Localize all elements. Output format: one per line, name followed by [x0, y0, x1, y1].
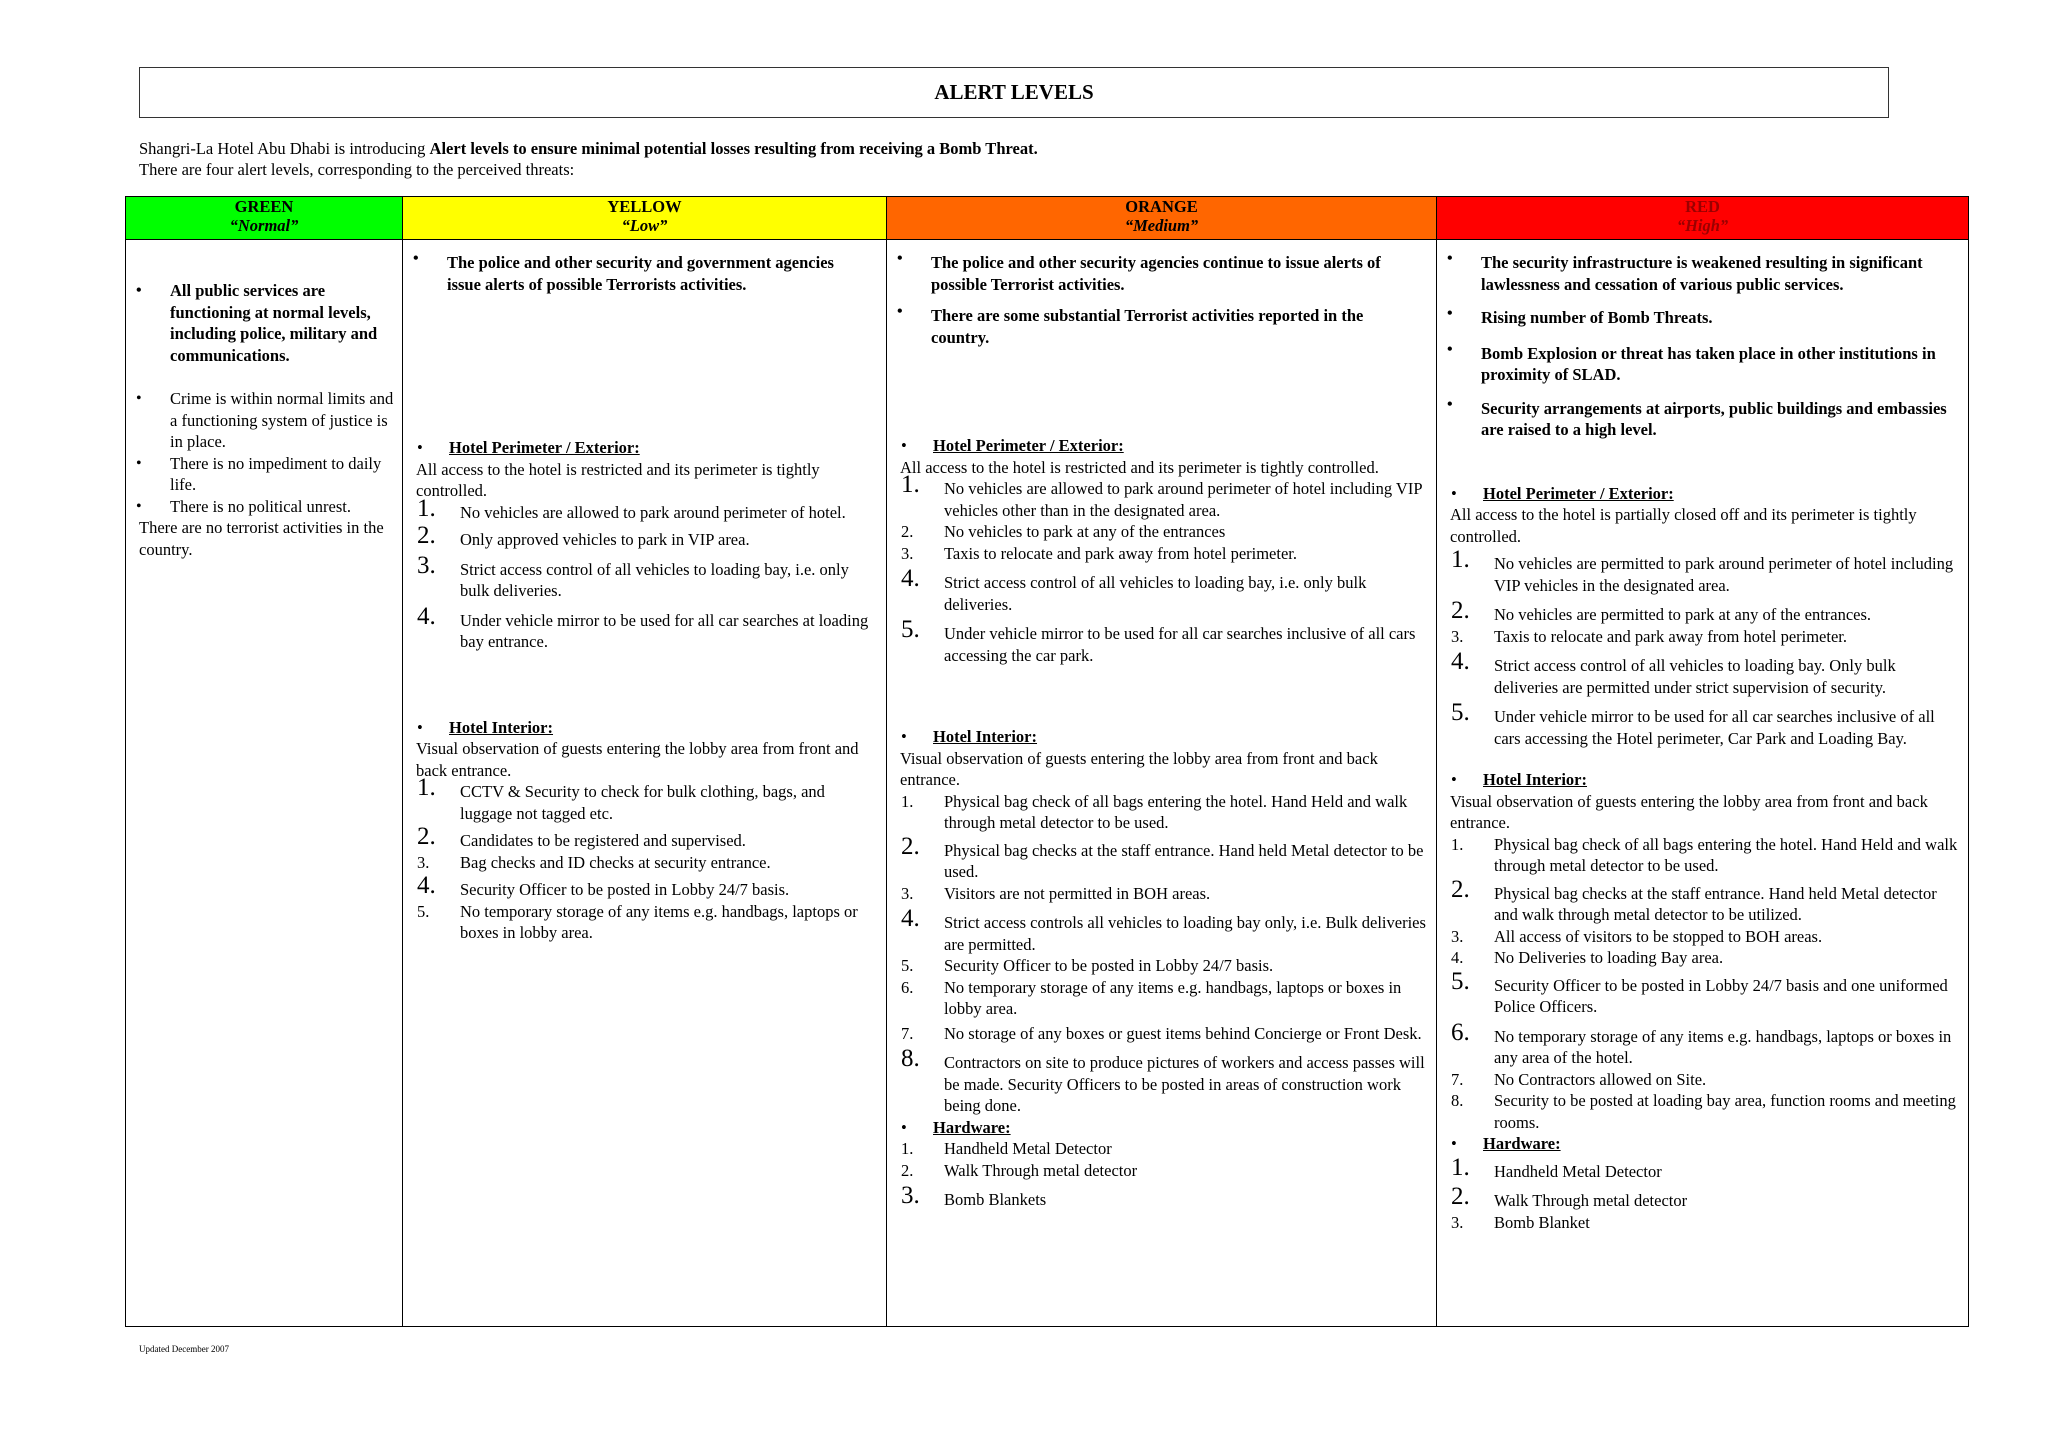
list-item: • There is no political unrest. [136, 496, 351, 516]
list-item: 8. Contractors on site to produce pictures of workers and access passes will be made. Security Officers to be posted in areas of construction work being done. [901, 1045, 1425, 1115]
yellow-perimeter-heading: • Hotel Perimeter / Exterior: [417, 438, 640, 457]
yellow-perimeter-intro: All access to the hotel is restricted and its perimeter is tightly controlled. [416, 459, 820, 500]
yellow-conditions [403, 252, 886, 295]
list-item: 1. Handheld Metal Detector [901, 1139, 1112, 1158]
list-item: 2. No vehicles are permitted to park at any of the entrances. [1451, 597, 1872, 624]
list-item: 6. No temporary storage of any items e.g. handbags, laptops or boxes in lobby area. [901, 977, 1402, 1018]
bullet-icon: • [1447, 340, 1453, 358]
bullet-icon: • [901, 1117, 907, 1137]
list-item: 5. No temporary storage of any items e.g. handbags, laptops or boxes in lobby area. [417, 901, 858, 942]
orange-interior-intro: Visual observation of guests entering the lobby area from front and back entrance. [900, 748, 1378, 789]
list-item: 3. Bag checks and ID checks at security entrance. [417, 852, 771, 872]
bullet-icon: • [897, 303, 903, 320]
bullet-icon: • [136, 497, 142, 515]
red-conditions [1437, 252, 1968, 441]
green-conditions [126, 388, 402, 517]
list-item: 2. Candidates to be registered and supervised. [417, 823, 746, 850]
bullet-icon: • [417, 717, 423, 737]
red-perimeter-heading: • Hotel Perimeter / Exterior: [1451, 483, 1674, 503]
content-row [126, 240, 1969, 1327]
list-item: 1. No vehicles are allowed to park around perimeter of hotel. [417, 494, 846, 522]
list-item: 3. All access of visitors to be stopped to BOH areas. [1451, 926, 1823, 946]
orange-interior-list [887, 791, 1436, 1117]
red-interior-heading: • Hotel Interior: [1451, 770, 1588, 789]
list-item: • There is no impediment to daily life. [136, 453, 382, 494]
page-title: ALERT LEVELS [934, 80, 1094, 104]
intro-line-1: Shangri-La Hotel Abu Dhabi is introducing Alert levels to ensure minimal potential losses resulting from receiving a Bomb Threat. [139, 139, 1038, 158]
bullet-icon: • [897, 250, 903, 267]
list-item: • There are some substantial Terrorist activities reported in the country. [897, 303, 1364, 347]
cell-red [1437, 240, 1969, 1327]
red-hardware-list [1437, 1153, 1968, 1234]
title-box [139, 67, 1889, 118]
bullet-icon: • [136, 390, 142, 407]
header-red: RED “High” [1437, 197, 1969, 240]
list-item: 4. No Deliveries to loading Bay area. [1451, 948, 1724, 967]
list-item: 5. Security Officer to be posted in Lobby 24/7 basis. [901, 956, 1274, 975]
header-yellow: YELLOW “Low” [403, 197, 887, 240]
bullet-icon: • [136, 282, 142, 299]
bullet-icon: • [136, 454, 142, 472]
header-green: GREEN “Normal” [126, 197, 403, 240]
orange-hardware-list [887, 1138, 1436, 1211]
red-hardware-heading: • Hardware: [1451, 1134, 1561, 1153]
list-item: 1. No vehicles are permitted to park around perimeter of hotel including VIP vehicles in the designated area. [1451, 546, 1954, 595]
list-item: • Security arrangements at airports, public buildings and embassies are raised to a high level. [1447, 395, 1947, 439]
list-item: • Crime is within normal limits and a functioning system of justice is in place. [136, 389, 394, 451]
list-item: • The police and other security and government agencies issue alerts of possible Terrorists activities. [413, 250, 834, 294]
list-item: • The police and other security agencies continue to issue alerts of possible Terrorist activities. [897, 250, 1381, 294]
orange-perimeter-list [887, 471, 1436, 666]
list-item: 3. Visitors are not permitted in BOH areas. [901, 883, 1211, 903]
list-item: 1. Physical bag check of all bags entering the hotel. Hand Held and walk through metal detector to be used. [1451, 834, 1958, 875]
list-item: • All public services are functioning at normal levels, including police, military and communications. [136, 281, 378, 365]
green-conditions-bold [126, 280, 402, 366]
list-item: 2. Walk Through metal detector [901, 1160, 1138, 1180]
bullet-icon: • [417, 438, 423, 457]
bullet-icon: • [1447, 395, 1453, 413]
orange-hardware-heading: • Hardware: [901, 1117, 1011, 1137]
list-item: 2. Physical bag checks at the staff entrance. Hand held Metal detector to be used. [901, 832, 1424, 881]
red-interior-intro: Visual observation of guests entering the lobby area from front and back entrance. [1450, 791, 1928, 832]
list-item: 5. Under vehicle mirror to be used for all car searches inclusive of all cars accessing the car park. [901, 616, 1416, 665]
intro-line-2: There are four alert levels, corresponding to the perceived threats: [139, 160, 575, 179]
list-item: • Rising number of Bomb Threats. [1447, 305, 1713, 327]
list-item: 6. No temporary storage of any items e.g. handbags, laptops or boxes in any area of the hotel. [1451, 1018, 1952, 1067]
list-item: 4. Strict access control of all vehicles to loading bay. Only bulk deliveries are permitted under strict supervision of security. [1451, 648, 1896, 697]
list-item: 3. Strict access control of all vehicles to loading bay, i.e. only bulk deliveries. [417, 551, 849, 600]
list-item: 3. Bomb Blanket [1451, 1212, 1590, 1232]
bullet-icon: • [1451, 770, 1457, 789]
list-item: 3. Taxis to relocate and park away from hotel perimeter. [1451, 626, 1847, 646]
list-item: 3. Bomb Blankets [901, 1182, 1047, 1209]
list-item: • Bomb Explosion or threat has taken place in other institutions in proximity of SLAD. [1447, 340, 1936, 384]
alert-levels-table [125, 196, 1969, 1327]
cell-yellow [403, 240, 887, 1327]
list-item: 1. No vehicles are allowed to park around perimeter of hotel including VIP vehicles other than in the designated area. [901, 471, 1422, 520]
orange-perimeter-heading: • Hotel Perimeter / Exterior: [901, 436, 1124, 455]
header-orange: ORANGE “Medium” [887, 197, 1437, 240]
list-item: 1. CCTV & Security to check for bulk clothing, bags, and luggage not tagged etc. [417, 774, 825, 823]
header-row [126, 197, 1969, 240]
list-item: • The security infrastructure is weakened resulting in significant lawlessness and cessation of various public services. [1447, 250, 1923, 294]
list-item: 4. Strict access controls all vehicles to loading bay only, i.e. Bulk deliveries are permitted. [901, 905, 1426, 954]
cell-green [126, 240, 403, 1327]
yellow-perimeter-list [403, 494, 886, 653]
bullet-icon: • [901, 727, 907, 746]
bullet-icon: • [1451, 483, 1457, 503]
intro-text [139, 138, 1038, 180]
list-item: 1. Physical bag check of all bags entering the hotel. Hand Held and walk through metal detector to be used. [901, 791, 1408, 832]
list-item: 2. Physical bag checks at the staff entrance. Hand held Metal detector and walk through metal detector to be utilized. [1451, 875, 1937, 924]
list-item: 2. Walk Through metal detector [1451, 1183, 1688, 1210]
yellow-interior-heading: • Hotel Interior: [417, 717, 554, 737]
list-item: 8. Security to be posted at loading bay area, function rooms and meeting rooms. [1451, 1091, 1956, 1132]
list-item: 2. Only approved vehicles to park in VIP area. [417, 522, 750, 549]
list-item: 4. Security Officer to be posted in Lobby 24/7 basis. [417, 872, 790, 899]
orange-conditions [887, 252, 1436, 348]
bullet-icon: • [1447, 305, 1453, 322]
bullet-icon: • [901, 436, 907, 455]
list-item: 7. No Contractors allowed on Site. [1451, 1069, 1707, 1089]
bullet-icon: • [413, 250, 419, 267]
red-perimeter-intro: All access to the hotel is partially closed off and its perimeter is tightly controlled. [1450, 505, 1917, 546]
list-item: 4. Under vehicle mirror to be used for all car searches at loading bay entrance. [417, 602, 869, 651]
list-item: 2. No vehicles to park at any of the entrances [901, 522, 1226, 541]
bullet-icon: • [1447, 250, 1453, 267]
list-item: 4. Strict access control of all vehicles to loading bay, i.e. only bulk deliveries. [901, 565, 1367, 614]
list-item: 3. Taxis to relocate and park away from hotel perimeter. [901, 543, 1297, 563]
list-item: 5. Under vehicle mirror to be used for all car searches inclusive of all cars accessing the Hotel perimeter, Car Park and Loading Bay. [1451, 699, 1935, 748]
list-item: 1. Handheld Metal Detector [1451, 1153, 1662, 1181]
orange-interior-heading: • Hotel Interior: [901, 727, 1038, 746]
yellow-interior-intro: Visual observation of guests entering the lobby area from front and back entrance. [416, 739, 859, 780]
list-item: 5. Security Officer to be posted in Lobby 24/7 basis and one uniformed Police Officers. [1451, 967, 1948, 1016]
orange-perimeter-intro: All access to the hotel is restricted and its perimeter is tightly controlled. [900, 457, 1379, 477]
footer-updated: Updated December 2007 [139, 1344, 229, 1354]
red-perimeter-list [1437, 546, 1968, 749]
cell-orange [887, 240, 1437, 1327]
red-interior-list [1437, 834, 1968, 1134]
bullet-icon: • [1451, 1134, 1457, 1153]
green-closing: There are no terrorist activities in the country. [139, 518, 384, 559]
yellow-interior-list [403, 774, 886, 944]
list-item: 7. No storage of any boxes or guest items behind Concierge or Front Desk. [901, 1023, 1422, 1043]
